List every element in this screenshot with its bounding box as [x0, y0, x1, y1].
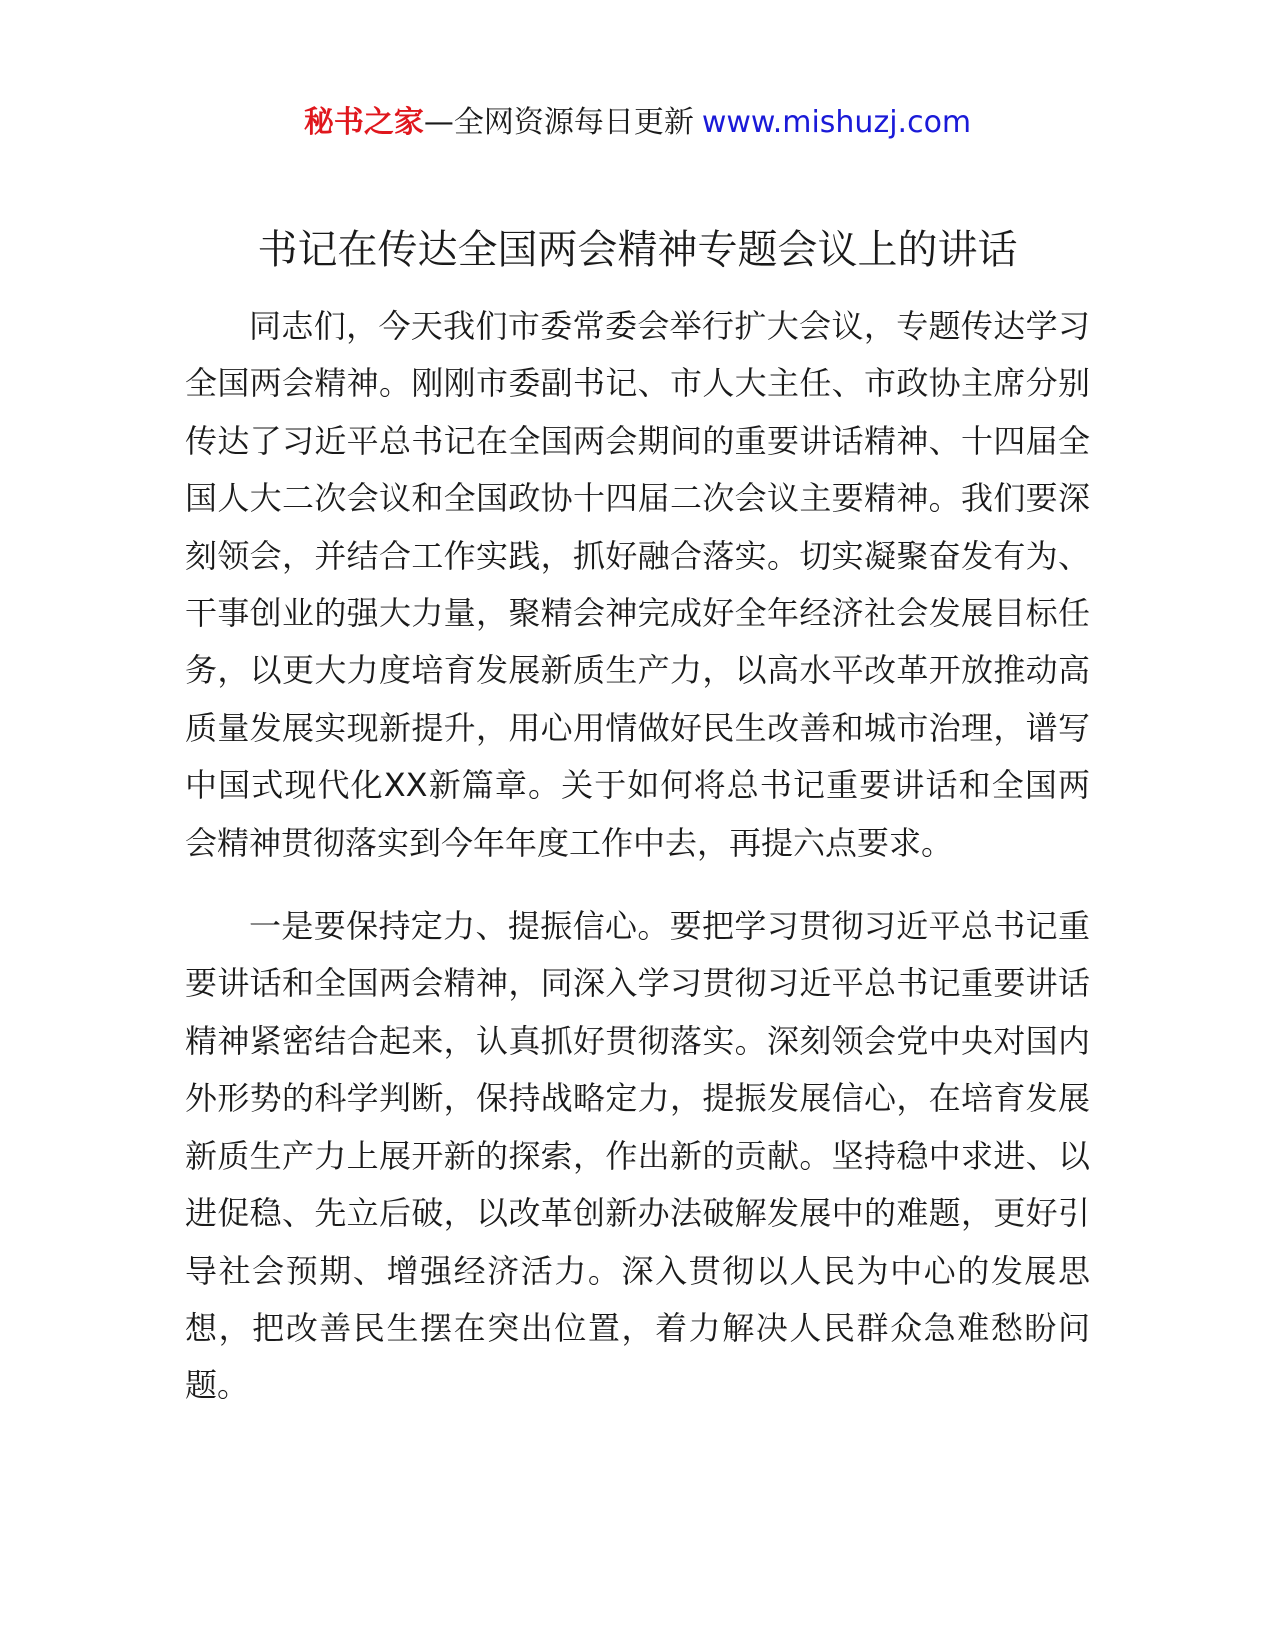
paragraph-intro: 同志们，今天我们市委常委会举行扩大会议，专题传达学习全国两会精神。刚刚市委副书记、市人大主任、市政协主席分别传达了习近平总书记在全国两会期间的重要讲话精神、十四届全国人大二次会议和全国政协十四届二次会议主要精神。我们要深刻领会，并结合工作实践，抓好融合落实。切实凝聚奋发有为、干事创业的强大力量，聚精会神完成好全年经济社会发展目标任务，以更大力度培育发展新质生产力，以高水平改革开放推动高质量发展实现新提升，用心用情做好民生改善和城市治理，谱写中国式现代化XX新篇章。关于如何将总书记重要讲话和全国两会精神贯彻落实到今年年度工作中去，再提六点要求。 — [185, 307, 1090, 862]
document-body — [185, 298, 1090, 1415]
site-url-link[interactable]: www.mishuzj.com — [701, 105, 972, 140]
site-brand: 秘书之家 — [303, 105, 424, 140]
site-tagline: —全网资源每日更新 — [423, 105, 694, 140]
site-header — [0, 98, 1275, 148]
paragraph-point-one: 一是要保持定力、提振信心。要把学习贯彻习近平总书记重要讲话和全国两会精神，同深入学习贯彻习近平总书记重要讲话精神紧密结合起来，认真抓好贯彻落实。深刻领会党中央对国内外形势的科学判断，保持战略定力，提振发展信心，在培育发展新质生产力上展开新的探索，作出新的贡献。坚持稳中求进、以进促稳、先立后破，以改革创新办法破解发展中的难题，更好引导社会预期、增强经济活力。深入贯彻以人民为中心的发展思想，把改善民生摆在突出位置，着力解决人民群众急难愁盼问题。 — [185, 907, 1090, 1405]
document-title: 书记在传达全国两会精神专题会议上的讲话 — [257, 227, 1018, 273]
